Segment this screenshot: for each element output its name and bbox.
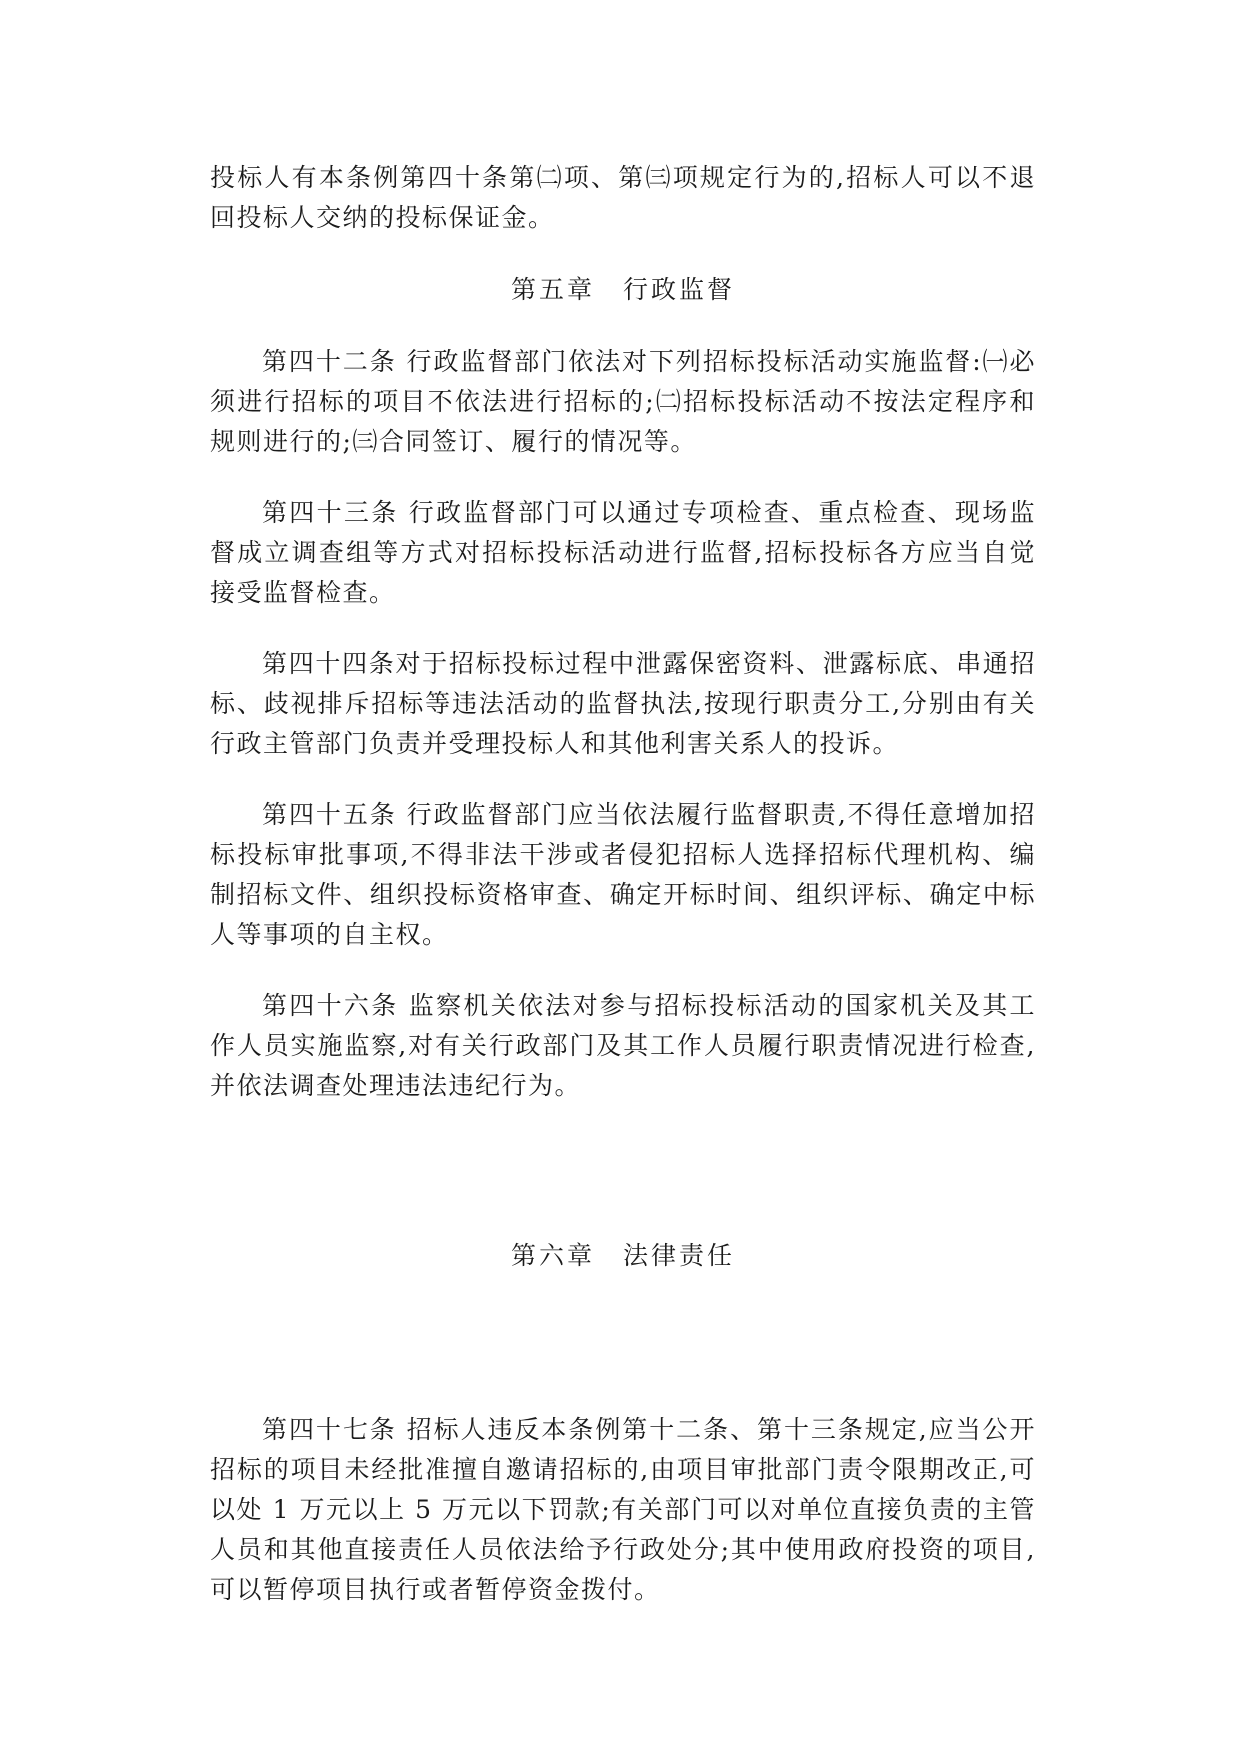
article-43: 第四十三条 行政监督部门可以通过专项检查、重点检查、现场监督成立调查组等方式对招标投标活动进行监督,招标投标各方应当自觉接受监督检查。	[210, 498, 1036, 607]
document-page	[210, 158, 1036, 1610]
article-42: 第四十二条 行政监督部门依法对下列招标投标活动实施监督:㈠必须进行招标的项目不依法进行招标的;㈡招标投标活动不按法定程序和规则进行的;㈢合同签订、履行的情况等。	[210, 347, 1036, 456]
chapter-6-heading	[210, 1236, 1036, 1276]
chapter-6-number: 第六章	[510, 1241, 595, 1270]
chapter-5-heading	[210, 270, 1036, 310]
chapter-5-number: 第五章	[510, 275, 595, 304]
chapter-5-title: 行政监督	[623, 275, 736, 304]
chapter-6-title: 法律责任	[623, 1241, 736, 1270]
article-45: 第四十五条 行政监督部门应当依法履行监督职责,不得任意增加招标投标审批事项,不得非法干涉或者侵犯招标人选择招标代理机构、编制招标文件、组织投标资格审查、确定开标时间、组织评标、确定中标人等事项的自主权。	[210, 800, 1036, 949]
intro-paragraph: 投标人有本条例第四十条第㈡项、第㈢项规定行为的,招标人可以不退回投标人交纳的投标保证金。	[210, 163, 1036, 232]
article-46: 第四十六条 监察机关依法对参与招标投标活动的国家机关及其工作人员实施监察,对有关行政部门及其工作人员履行职责情况进行检查,并依法调查处理违法违纪行为。	[210, 991, 1036, 1100]
article-47: 第四十七条 招标人违反本条例第十二条、第十三条规定,应当公开招标的项目未经批准擅自邀请招标的,由项目审批部门责令限期改正,可以处 1 万元以上 5 万元以下罚款;有关部门可以对单位直接负责的主管人员和其他直接责任人员依法给予行政处分;其中使用政府投资的项目,可以暂停项目执行或者暂停资金拨付。	[210, 1415, 1036, 1604]
article-44: 第四十四条对于招标投标过程中泄露保密资料、泄露标底、串通招标、歧视排斥招标等违法活动的监督执法,按现行职责分工,分别由有关行政主管部门负责并受理投标人和其他利害关系人的投诉。	[210, 649, 1036, 758]
